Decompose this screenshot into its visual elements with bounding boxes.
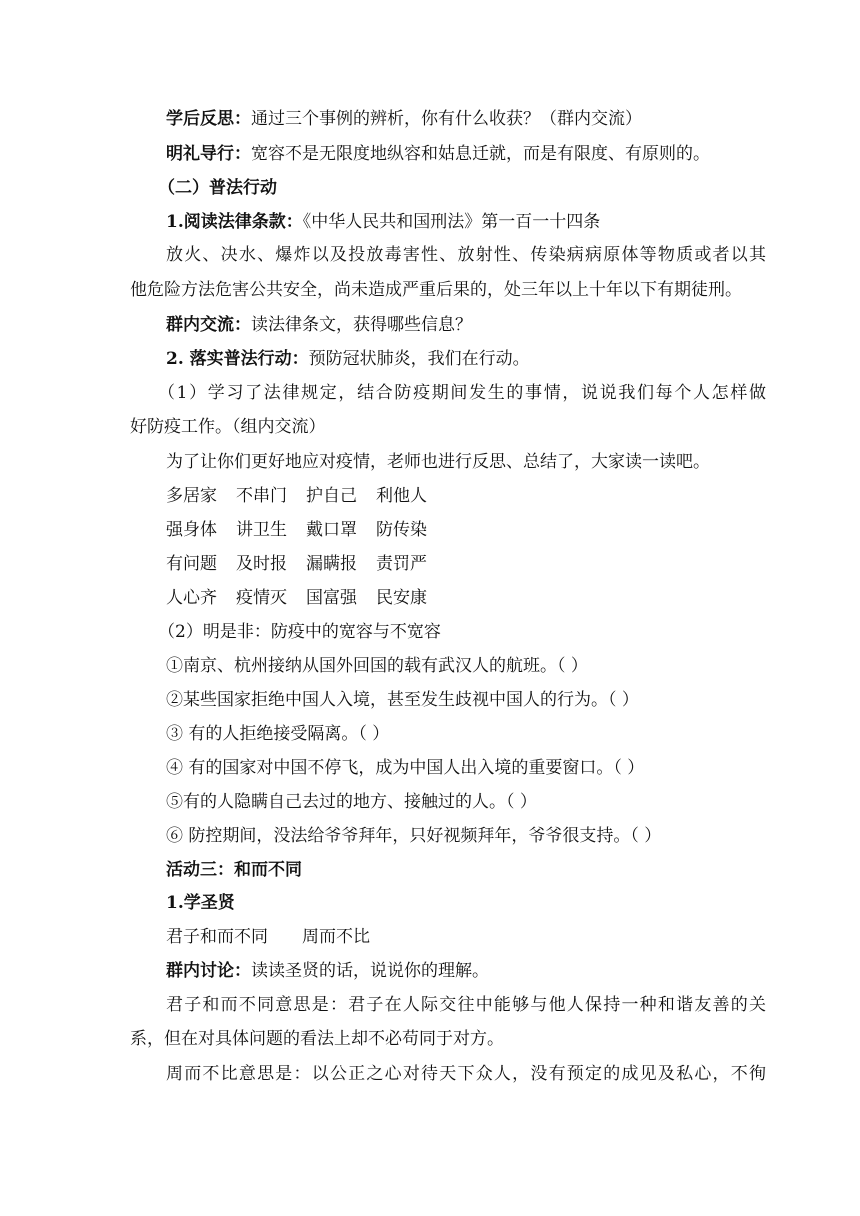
explain2-line1: 周而不比意思是：以公正之心对待天下众人，没有预定的成见及私心，不徇 <box>166 1064 766 1084</box>
verse-phrase: 国富强 <box>306 588 357 608</box>
judgment-item-2: ②某些国家拒绝中国人入境，甚至发生歧视中国人的行为。（ ） <box>166 690 639 710</box>
discussion-text: 读读圣贤的话，说说你的理解。 <box>251 961 489 981</box>
sage-quote-2: 周而不比 <box>302 927 370 947</box>
group-exchange-text: 读法律条文，获得哪些信息？ <box>251 315 472 335</box>
action-label: 2. 落实普法行动： <box>166 349 309 369</box>
teacher-note: 为了让你们更好地应对疫情，老师也进行反思、总结了，大家读一读吧。 <box>166 452 710 472</box>
verse-phrase: 利他人 <box>376 486 427 506</box>
law-paragraph-line2: 他危险方法危害公共安全，尚未造成严重后果的，处三年以上十年以下有期徒刑。 <box>130 280 742 300</box>
verse-phrase: 不串门 <box>236 486 287 506</box>
verse-phrase: 强身体 <box>166 520 217 540</box>
verse-phrase: 人心齐 <box>166 588 217 608</box>
law-paragraph-line1: 放火、决水、爆炸以及投放毒害性、放射性、传染病病原体等物质或者以其 <box>166 245 766 265</box>
verse-phrase: 护自己 <box>306 486 357 506</box>
guide-label: 明礼导行： <box>166 144 251 164</box>
reflection-line <box>166 107 642 131</box>
action-line <box>166 347 530 371</box>
law-heading-line <box>166 210 600 234</box>
sage-quote-1: 君子和而不同 <box>166 927 268 947</box>
discussion-label: 群内讨论： <box>166 961 251 981</box>
step2-heading: （2）明是非：防疫中的宽容与不宽容 <box>158 622 441 642</box>
explain1-line2: 系，但在对具体问题的看法上却不必苟同于对方。 <box>130 1029 504 1049</box>
verse-phrase: 及时报 <box>236 554 287 574</box>
verse-row <box>166 586 446 610</box>
verse-row <box>166 484 446 508</box>
judgment-item-4: ④ 有的国家对中国不停飞，成为中国人出入境的重要窗口。（ ） <box>166 758 645 778</box>
sages-heading: 1.学圣贤 <box>166 893 235 913</box>
verse-phrase: 民安康 <box>376 588 427 608</box>
action-text: 预防冠状肺炎，我们在行动。 <box>308 349 530 369</box>
verse-phrase: 多居家 <box>166 486 217 506</box>
verse-phrase: 有问题 <box>166 554 217 574</box>
judgment-item-5: ⑤有的人隐瞒自己去过的地方、接触过的人。（ ） <box>166 792 537 812</box>
explain1-line1: 君子和而不同意思是：君子在人际交往中能够与他人保持一种和谐友善的关 <box>166 995 766 1015</box>
judgment-item-3: ③ 有的人拒绝接受隔离。（ ） <box>166 724 390 744</box>
judgment-item-6: ⑥ 防控期间，没法给爷爷拜年，只好视频拜年，爷爷很支持。（ ） <box>166 826 662 846</box>
reflection-label: 学后反思： <box>166 109 251 129</box>
section2-heading: （二）普法行动 <box>158 178 277 198</box>
law-label: 1.阅读法律条款： <box>166 212 303 232</box>
verse-row <box>166 552 446 576</box>
guide-text: 宽容不是无限度地纵容和姑息迁就，而是有限度、有原则的。 <box>251 144 710 164</box>
verse-phrase: 讲卫生 <box>236 520 287 540</box>
judgment-item-1: ①南京、杭州接纳从国外回国的载有武汉人的航班。（ ） <box>166 656 588 676</box>
guide-line <box>166 142 710 166</box>
group-exchange-line <box>166 313 472 337</box>
sage-quotes <box>166 925 370 949</box>
verse-phrase: 戴口罩 <box>306 520 357 540</box>
step1-line1: （1）学习了法律规定，结合防疫期间发生的事情，说说我们每个人怎样做 <box>158 383 766 403</box>
discussion-line <box>166 959 489 983</box>
law-title: 《中华人民共和国刑法》第一百一十四条 <box>302 212 601 232</box>
verse-phrase: 疫情灭 <box>236 588 287 608</box>
step1-line2: 好防疫工作。（组内交流） <box>130 417 326 437</box>
verse-phrase: 责罚严 <box>376 554 427 574</box>
verse-phrase: 防传染 <box>376 520 427 540</box>
verse-row <box>166 518 446 542</box>
group-exchange-label: 群内交流： <box>166 315 251 335</box>
reflection-text: 通过三个事例的辨析，你有什么收获？（群内交流） <box>251 109 642 129</box>
activity3-heading: 活动三：和而不同 <box>166 860 302 880</box>
verse-phrase: 漏瞒报 <box>306 554 357 574</box>
